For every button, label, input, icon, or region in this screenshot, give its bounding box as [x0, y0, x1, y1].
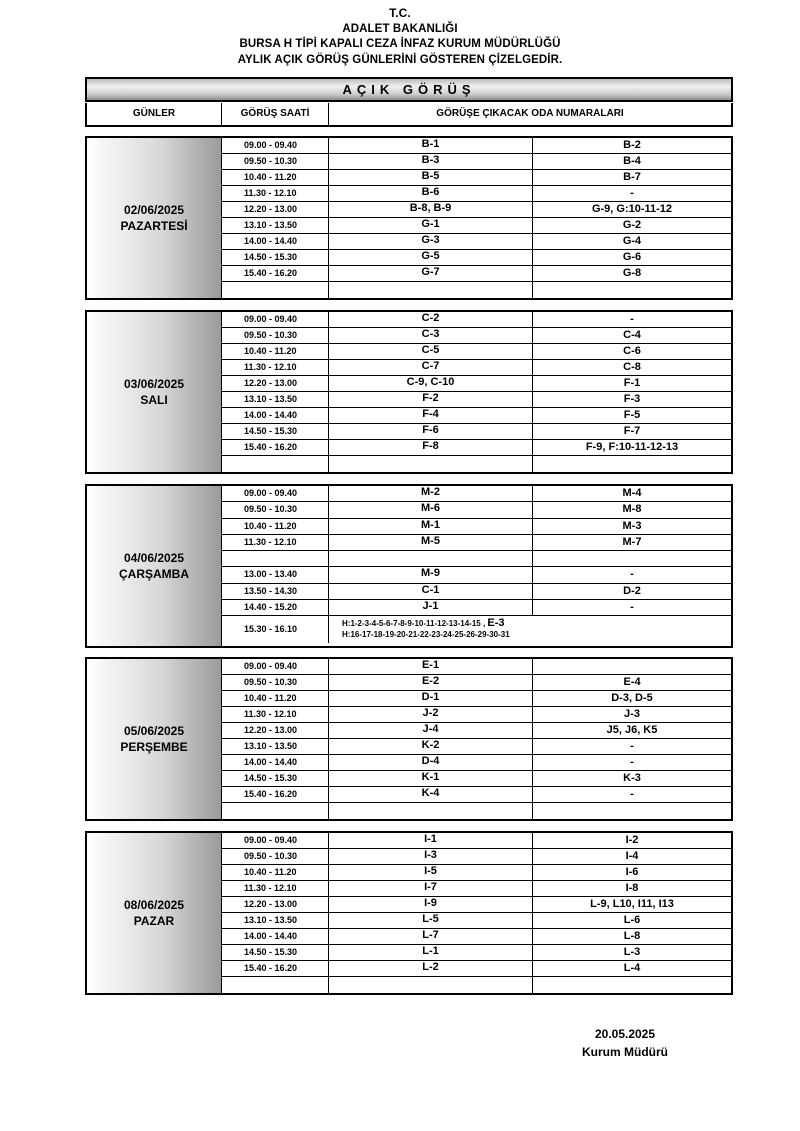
schedule-row-empty	[222, 282, 731, 298]
room-cell-a: B-8, B-9	[329, 202, 533, 217]
room-cell-b: -	[630, 568, 634, 581]
day-date: 04/06/2025	[123, 551, 185, 565]
time-cell: 09.00 - 09.40	[222, 138, 329, 153]
room-cell-a: I-7	[329, 881, 533, 896]
room-cell-a: M-5	[329, 535, 533, 550]
room-cell-a: L-1	[329, 945, 533, 960]
room-cell-b: G-9, G:10-11-12	[591, 203, 673, 215]
schedule-row	[222, 376, 731, 392]
schedule-row	[222, 929, 731, 945]
room-cell-b: -	[630, 313, 634, 325]
room-cell-a: L-5	[329, 913, 533, 928]
room-cell-b: C-8	[623, 361, 641, 373]
header-line-3: BURSA H TİPİ KAPALI CEZA İNFAZ KURUM MÜDÜRLÜĞÜ	[239, 38, 561, 50]
day-label-cell	[87, 659, 222, 819]
document-header	[0, 6, 800, 68]
time-cell: 10.40 - 11.20	[222, 344, 329, 359]
room-cell-b: G-2	[622, 219, 642, 231]
room-cell-b: I-8	[625, 882, 639, 894]
schedule-row	[222, 584, 731, 600]
room-cell-a: G-1	[329, 218, 533, 233]
schedule-row	[222, 186, 731, 202]
time-cell: 11.30 - 12.10	[222, 360, 329, 375]
room-cell-a: K-2	[329, 739, 533, 754]
time-cell: 12.20 - 13.00	[222, 202, 329, 217]
room-cell-b: I-4	[625, 850, 639, 862]
time-cell: 13.50 - 14.30	[222, 584, 329, 599]
time-cell: 09.00 - 09.40	[222, 659, 329, 674]
day-label-cell	[87, 312, 222, 472]
room-cell-a: M-2	[329, 486, 533, 501]
room-cell-a: G-3	[329, 234, 533, 249]
schedule-row	[222, 234, 731, 250]
column-header-days: GÜNLER	[87, 103, 222, 125]
schedule-row	[222, 897, 731, 913]
day-weekday: PAZARTESİ	[120, 219, 188, 233]
time-cell	[222, 456, 329, 472]
time-cell: 10.40 - 11.20	[222, 519, 329, 534]
schedule-row	[222, 881, 731, 897]
room-cell-a: E-1	[329, 659, 533, 674]
room-cell-b: M-4	[622, 487, 642, 499]
time-cell: 11.30 - 12.10	[222, 535, 329, 550]
day-weekday: SALI	[140, 393, 168, 407]
day-weekday: ÇARŞAMBA	[119, 567, 189, 581]
signature-block	[560, 1025, 690, 1061]
day-block-2	[85, 484, 733, 648]
signature-date: 20.05.2025	[594, 1027, 656, 1041]
schedule-row	[222, 154, 731, 170]
schedule-row	[222, 170, 731, 186]
schedule-row	[222, 360, 731, 376]
room-cell-a: I-5	[329, 865, 533, 880]
column-header-row	[85, 103, 733, 127]
merged-room-extra: E-3	[487, 617, 505, 629]
schedule-row	[222, 408, 731, 424]
time-cell: 14.50 - 15.30	[222, 250, 329, 265]
schedule-row-empty	[222, 977, 731, 993]
schedule-row-empty	[222, 551, 731, 567]
room-cell-a: B-6	[329, 186, 533, 201]
room-cell-a	[329, 456, 533, 472]
schedule-row	[222, 328, 731, 344]
room-cell-b: J5, J6, K5	[606, 724, 658, 736]
room-cell-a: F-8	[329, 440, 533, 455]
room-cell-a: M-1	[329, 519, 533, 534]
header-line-2: ADALET BAKANLIĞI	[342, 22, 458, 35]
time-cell: 10.40 - 11.20	[222, 170, 329, 185]
header-line-4: AYLIK AÇIK GÖRÜŞ GÜNLERİNİ GÖSTEREN ÇİZELGEDİR.	[237, 53, 563, 66]
time-cell: 12.20 - 13.00	[222, 723, 329, 738]
day-date: 03/06/2025	[123, 377, 185, 391]
day-block-0	[85, 136, 733, 300]
time-cell: 09.50 - 10.30	[222, 675, 329, 690]
time-cell: 13.10 - 13.50	[222, 739, 329, 754]
time-cell	[222, 282, 329, 298]
schedule-row	[222, 961, 731, 977]
room-cell-b: -	[630, 600, 634, 613]
room-cell-a: J-1	[329, 600, 533, 615]
room-cell-b: F-3	[623, 393, 641, 405]
room-cell-b	[533, 977, 731, 993]
schedule-row	[222, 202, 731, 218]
schedule-row	[222, 945, 731, 961]
room-cell-b: L-9, L10, I11, I13	[590, 898, 674, 910]
schedule-row	[222, 535, 731, 551]
room-cell-b: -	[630, 756, 634, 768]
room-cell-a: B-1	[329, 138, 533, 153]
schedule-row	[222, 833, 731, 849]
schedule-row	[222, 659, 731, 675]
time-cell: 09.50 - 10.30	[222, 849, 329, 864]
room-cell-a: M-6	[329, 502, 533, 517]
schedule-row	[222, 250, 731, 266]
schedule-row	[222, 392, 731, 408]
room-cell-b: F-1	[623, 377, 641, 389]
room-cell-a	[329, 803, 533, 819]
schedule-row	[222, 707, 731, 723]
day-rows	[222, 138, 731, 298]
room-cell-b: G-8	[622, 267, 642, 279]
room-cell-b: L-8	[623, 930, 641, 942]
room-cell-a: L-7	[329, 929, 533, 944]
room-cell-b: C-6	[623, 345, 641, 357]
time-cell	[222, 803, 329, 819]
room-cell-a: C-9, C-10	[329, 376, 533, 391]
day-label-cell	[87, 833, 222, 993]
time-cell: 15.40 - 16.20	[222, 440, 329, 455]
schedule-row	[222, 755, 731, 771]
time-cell: 13.10 - 13.50	[222, 913, 329, 928]
schedule-row	[222, 600, 731, 616]
schedule-row	[222, 723, 731, 739]
time-cell: 11.30 - 12.10	[222, 186, 329, 201]
room-cell-b: F-5	[623, 409, 641, 421]
time-cell: 13.10 - 13.50	[222, 392, 329, 407]
schedule-row	[222, 849, 731, 865]
time-cell: 14.00 - 14.40	[222, 408, 329, 423]
room-cell-a: C-5	[329, 344, 533, 359]
time-cell: 09.50 - 10.30	[222, 154, 329, 169]
room-cell-b: M-3	[622, 519, 642, 532]
time-cell: 09.00 - 09.40	[222, 312, 329, 327]
column-header-rooms: GÖRÜŞE ÇIKACAK ODA NUMARALARI	[436, 108, 624, 119]
room-cell-a: G-5	[329, 250, 533, 265]
room-cell-a: I-1	[329, 833, 533, 848]
time-cell: 15.40 - 16.20	[222, 266, 329, 281]
day-date: 02/06/2025	[123, 203, 185, 217]
room-cell-b: G-6	[622, 251, 642, 263]
room-cell-b: C-4	[623, 329, 641, 341]
schedule-row-empty	[222, 456, 731, 472]
room-cell-b: I-6	[625, 866, 639, 878]
room-cell-b: L-6	[623, 914, 641, 926]
room-cell-a	[329, 551, 533, 566]
schedule-row	[222, 567, 731, 583]
room-cell-b: E-4	[623, 676, 641, 688]
time-cell: 13.00 - 13.40	[222, 567, 329, 582]
room-cell-b: F-9, F:10-11-12-13	[585, 441, 679, 453]
room-cell-a: C-2	[329, 312, 533, 327]
schedule-row	[222, 865, 731, 881]
time-cell: 09.00 - 09.40	[222, 833, 329, 848]
room-cell-a: L-2	[329, 961, 533, 976]
day-label-cell	[87, 138, 222, 298]
room-cell-a: B-5	[329, 170, 533, 185]
room-cell-a: K-4	[329, 787, 533, 802]
acik-gorus-title-band: AÇIK GÖRÜŞ	[85, 77, 733, 102]
time-cell: 14.50 - 15.30	[222, 945, 329, 960]
room-cell-b: J-3	[624, 708, 640, 720]
time-cell: 15.30 - 16.10	[222, 616, 329, 643]
room-cell-b: B-4	[623, 155, 641, 167]
room-cell-a: B-3	[329, 154, 533, 169]
room-cell-a: C-7	[329, 360, 533, 375]
day-block-3	[85, 657, 733, 821]
schedule-row	[222, 913, 731, 929]
merged-room-line-1	[342, 617, 731, 630]
room-cell-b: -	[630, 788, 634, 800]
room-cell-a: E-2	[329, 675, 533, 690]
header-line-1: T.C.	[389, 6, 411, 20]
room-cell-a: M-9	[329, 567, 533, 582]
room-cell-b: M-8	[622, 503, 642, 516]
room-cell-a	[329, 977, 533, 993]
schedule-row	[222, 787, 731, 803]
schedule-row-wide	[222, 616, 731, 643]
time-cell: 10.40 - 11.20	[222, 691, 329, 706]
room-cell-a: D-1	[329, 691, 533, 706]
time-cell: 09.50 - 10.30	[222, 502, 329, 517]
room-cell-b: D-2	[623, 584, 641, 597]
room-cell-a: J-4	[329, 723, 533, 738]
time-cell: 14.00 - 14.40	[222, 929, 329, 944]
room-cell-b: I-2	[625, 834, 639, 846]
room-cell-a: C-3	[329, 328, 533, 343]
schedule-row	[222, 519, 731, 535]
day-rows	[222, 486, 731, 646]
schedule-row-empty	[222, 803, 731, 819]
room-cell-b: G-4	[622, 235, 642, 247]
room-cell-b: -	[630, 187, 634, 199]
schedule-row	[222, 675, 731, 691]
day-block-1	[85, 310, 733, 474]
room-cell-b: K-3	[623, 772, 641, 784]
room-cell-a	[329, 282, 533, 298]
room-cell-b	[533, 456, 731, 472]
time-cell: 11.30 - 12.10	[222, 707, 329, 722]
schedule-row	[222, 486, 731, 502]
day-rows	[222, 833, 731, 993]
room-cell-a: K-1	[329, 771, 533, 786]
time-cell: 15.40 - 16.20	[222, 787, 329, 802]
signature-title: Kurum Müdürü	[582, 1045, 668, 1059]
day-date: 08/06/2025	[123, 898, 185, 912]
room-cell-b	[533, 282, 731, 298]
room-cell-a: I-9	[329, 897, 533, 912]
room-cell-a: F-2	[329, 392, 533, 407]
merged-room-list-1: H:1-2-3-4-5-6-7-8-9-10-11-12-13-14-15 ,	[342, 619, 486, 628]
day-date: 05/06/2025	[123, 724, 185, 738]
room-cell-b: -	[630, 740, 634, 752]
day-block-4	[85, 831, 733, 995]
time-cell: 14.50 - 15.30	[222, 771, 329, 786]
time-cell: 12.20 - 13.00	[222, 376, 329, 391]
schedule-row	[222, 312, 731, 328]
schedule-row	[222, 138, 731, 154]
room-cell-a: I-3	[329, 849, 533, 864]
column-header-time: GÖRÜŞ SAATİ	[222, 103, 329, 125]
room-cell-b: M-7	[622, 535, 642, 548]
schedule-row	[222, 739, 731, 755]
day-weekday: PERŞEMBE	[120, 740, 188, 754]
room-cell-a: D-4	[329, 755, 533, 770]
time-cell: 15.40 - 16.20	[222, 961, 329, 976]
room-cell-a: J-2	[329, 707, 533, 722]
schedule-row	[222, 218, 731, 234]
time-cell	[222, 551, 329, 566]
room-cell-merged	[329, 616, 731, 643]
time-cell: 12.20 - 13.00	[222, 897, 329, 912]
room-cell-b: L-3	[623, 946, 641, 958]
time-cell: 10.40 - 11.20	[222, 865, 329, 880]
time-cell: 14.00 - 14.40	[222, 755, 329, 770]
schedule-row	[222, 691, 731, 707]
room-cell-b	[533, 551, 731, 566]
schedule-row	[222, 502, 731, 518]
day-rows	[222, 659, 731, 819]
room-cell-b: B-2	[623, 139, 641, 151]
merged-room-line-2: H:16-17-18-19-20-21-22-23-24-25-26-29-30-31	[342, 630, 510, 639]
room-cell-b: D-3, D-5	[611, 692, 653, 704]
time-cell: 14.40 - 15.20	[222, 600, 329, 615]
schedule-row	[222, 344, 731, 360]
time-cell: 09.00 - 09.40	[222, 486, 329, 501]
room-cell-b	[533, 659, 731, 674]
room-cell-b: F-7	[623, 425, 641, 437]
time-cell	[222, 977, 329, 993]
day-weekday: PAZAR	[133, 914, 175, 928]
time-cell: 14.50 - 15.30	[222, 424, 329, 439]
time-cell: 13.10 - 13.50	[222, 218, 329, 233]
room-cell-b	[533, 803, 731, 819]
room-cell-a: C-1	[329, 584, 533, 599]
time-cell: 11.30 - 12.10	[222, 881, 329, 896]
schedule-row	[222, 424, 731, 440]
schedule-row	[222, 771, 731, 787]
room-cell-a: G-7	[329, 266, 533, 281]
schedule-row	[222, 440, 731, 456]
schedule-row	[222, 266, 731, 282]
day-label-cell	[87, 486, 222, 646]
room-cell-b: L-4	[623, 962, 641, 974]
day-rows	[222, 312, 731, 472]
room-cell-a: F-6	[329, 424, 533, 439]
time-cell: 09.50 - 10.30	[222, 328, 329, 343]
room-cell-a: F-4	[329, 408, 533, 423]
room-cell-b: B-7	[623, 171, 641, 183]
time-cell: 14.00 - 14.40	[222, 234, 329, 249]
